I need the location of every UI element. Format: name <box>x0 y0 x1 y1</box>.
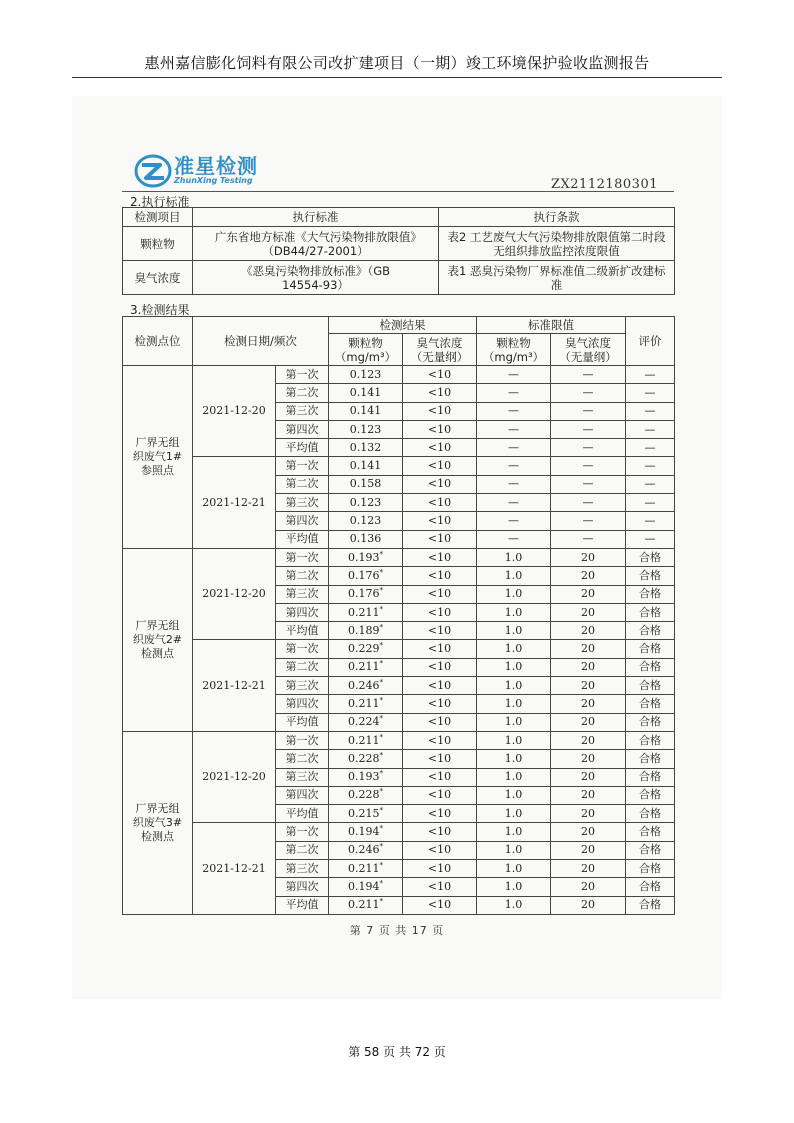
frequency: 平均值 <box>276 439 329 457</box>
odor-limit: — <box>551 512 626 530</box>
odor-value: <10 <box>403 548 477 566</box>
evaluation: 合格 <box>626 805 675 823</box>
particulate-label: 颗粒物 <box>496 335 531 350</box>
particulate-value <box>329 768 403 786</box>
particulate-unit: （mg/m³） <box>482 349 545 364</box>
results-body <box>123 366 675 915</box>
monitoring-point: 厂界无组织废气3#检测点 <box>123 731 193 914</box>
evaluation: — <box>626 494 675 512</box>
particulate-limit: — <box>477 457 551 475</box>
particulate-mark: * <box>379 879 383 888</box>
particulate-limit: — <box>477 494 551 512</box>
frequency: 第二次 <box>276 384 329 402</box>
evaluation: 合格 <box>626 677 675 695</box>
odor-limit: 20 <box>551 805 626 823</box>
evaluation: 合格 <box>626 695 675 713</box>
particulate-number: 0.246 <box>348 678 380 692</box>
particulate-value <box>329 841 403 859</box>
particulate-value <box>329 603 403 621</box>
std-clause: 表1 恶臭污染物厂界标准值二级新扩改建标准 <box>439 261 675 295</box>
frequency: 第三次 <box>276 494 329 512</box>
evaluation: — <box>626 457 675 475</box>
frequency: 第三次 <box>276 585 329 603</box>
sampling-date: 2021-12-20 <box>193 548 276 639</box>
particulate-limit: 1.0 <box>477 713 551 731</box>
evaluation: 合格 <box>626 768 675 786</box>
logo-text-cn: 准星检测 <box>174 154 258 178</box>
particulate-number: 0.246 <box>348 843 380 857</box>
evaluation: 合格 <box>626 640 675 658</box>
std-item: 臭气浓度 <box>123 261 193 295</box>
odor-value: <10 <box>403 878 477 896</box>
odor-limit: 20 <box>551 695 626 713</box>
particulate-number: 0.136 <box>349 532 382 546</box>
odor-value: <10 <box>403 750 477 768</box>
evaluation: 合格 <box>626 603 675 621</box>
particulate-mark: * <box>379 659 383 668</box>
odor-value: <10 <box>403 457 477 475</box>
particulate-value <box>329 548 403 566</box>
particulate-value <box>329 622 403 640</box>
odor-value: <10 <box>403 512 477 530</box>
particulate-number: 0.211 <box>348 660 380 674</box>
particulate-mark: * <box>379 623 383 632</box>
sampling-date: 2021-12-20 <box>193 731 276 822</box>
particulate-value <box>329 713 403 731</box>
particulate-number: 0.132 <box>349 440 382 454</box>
header-particulate <box>329 334 403 366</box>
particulate-number: 0.211 <box>348 733 380 747</box>
particulate-mark: * <box>379 842 383 851</box>
odor-value: <10 <box>403 622 477 640</box>
odor-limit: — <box>551 366 626 384</box>
particulate-value <box>329 878 403 896</box>
odor-limit: 20 <box>551 585 626 603</box>
std-header-item: 检测项目 <box>123 208 193 227</box>
odor-limit: 20 <box>551 677 626 695</box>
particulate-number: 0.176 <box>348 568 380 582</box>
frequency: 第一次 <box>276 366 329 384</box>
particulate-limit: 1.0 <box>477 878 551 896</box>
particulate-value <box>329 731 403 749</box>
frequency: 第二次 <box>276 658 329 676</box>
particulate-mark: * <box>379 751 383 760</box>
evaluation: 合格 <box>626 878 675 896</box>
frequency: 平均值 <box>276 805 329 823</box>
frequency: 第三次 <box>276 860 329 878</box>
particulate-limit: — <box>477 366 551 384</box>
particulate-value <box>329 567 403 585</box>
particulate-number: 0.229 <box>348 642 380 656</box>
table-row <box>123 731 675 749</box>
odor-value: <10 <box>403 860 477 878</box>
evaluation: 合格 <box>626 731 675 749</box>
evaluation: — <box>626 402 675 420</box>
odor-limit: 20 <box>551 548 626 566</box>
odor-value: <10 <box>403 713 477 731</box>
company-logo <box>134 150 294 194</box>
particulate-limit: — <box>477 530 551 548</box>
frequency: 平均值 <box>276 896 329 914</box>
sampling-date: 2021-12-21 <box>193 640 276 731</box>
evaluation: 合格 <box>626 841 675 859</box>
particulate-limit: — <box>477 384 551 402</box>
odor-value: <10 <box>403 420 477 438</box>
odor-limit: 20 <box>551 640 626 658</box>
particulate-limit: 1.0 <box>477 750 551 768</box>
evaluation: 合格 <box>626 585 675 603</box>
header-point: 检测点位 <box>123 317 193 366</box>
results-table <box>122 316 675 915</box>
std-standard: 《恶臭污染物排放标准》（GB 14554-93） <box>193 261 439 295</box>
particulate-mark: * <box>379 641 383 650</box>
odor-value: <10 <box>403 530 477 548</box>
evaluation: — <box>626 420 675 438</box>
header-limit-particulate <box>477 334 551 366</box>
particulate-limit: 1.0 <box>477 731 551 749</box>
std-header-clause: 执行条款 <box>439 208 675 227</box>
odor-unit: （无量纲） <box>410 349 469 364</box>
frequency: 第一次 <box>276 640 329 658</box>
odor-value: <10 <box>403 475 477 493</box>
particulate-limit: — <box>477 475 551 493</box>
report-number: ZX2112180301 <box>551 177 658 192</box>
particulate-mark: * <box>379 787 383 796</box>
odor-value: <10 <box>403 439 477 457</box>
frequency: 第四次 <box>276 420 329 438</box>
odor-value: <10 <box>403 603 477 621</box>
odor-limit: 20 <box>551 750 626 768</box>
odor-limit: 20 <box>551 823 626 841</box>
odor-limit: 20 <box>551 713 626 731</box>
particulate-value <box>329 896 403 914</box>
table-row <box>123 548 675 566</box>
frequency: 第一次 <box>276 457 329 475</box>
particulate-limit: 1.0 <box>477 695 551 713</box>
evaluation: — <box>626 366 675 384</box>
header-limits: 标准限值 <box>477 317 626 334</box>
particulate-number: 0.123 <box>349 367 382 381</box>
particulate-mark: * <box>379 732 383 741</box>
odor-value: <10 <box>403 494 477 512</box>
odor-value: <10 <box>403 658 477 676</box>
evaluation: 合格 <box>626 896 675 914</box>
particulate-number: 0.194 <box>348 879 380 893</box>
particulate-value <box>329 512 403 530</box>
particulate-limit: 1.0 <box>477 841 551 859</box>
particulate-number: 0.228 <box>348 788 380 802</box>
odor-limit: 20 <box>551 567 626 585</box>
monitoring-point: 厂界无组织废气2#检测点 <box>123 548 193 731</box>
particulate-value <box>329 750 403 768</box>
particulate-label: 颗粒物 <box>348 335 383 350</box>
particulate-number: 0.141 <box>349 459 382 473</box>
odor-limit: 20 <box>551 768 626 786</box>
evaluation: — <box>626 512 675 530</box>
particulate-limit: — <box>477 402 551 420</box>
odor-limit: — <box>551 494 626 512</box>
frequency: 第三次 <box>276 768 329 786</box>
frequency: 第三次 <box>276 402 329 420</box>
frequency: 第一次 <box>276 731 329 749</box>
evaluation: — <box>626 384 675 402</box>
odor-unit: （无量纲） <box>559 349 617 364</box>
odor-value: <10 <box>403 841 477 859</box>
particulate-number: 0.211 <box>348 861 380 875</box>
odor-value: <10 <box>403 695 477 713</box>
odor-value: <10 <box>403 896 477 914</box>
particulate-number: 0.158 <box>349 477 382 491</box>
odor-value: <10 <box>403 731 477 749</box>
particulate-mark: * <box>379 696 383 705</box>
frequency: 第一次 <box>276 823 329 841</box>
particulate-limit: — <box>477 439 551 457</box>
odor-limit: — <box>551 530 626 548</box>
odor-limit: 20 <box>551 896 626 914</box>
odor-limit: 20 <box>551 786 626 804</box>
frequency: 平均值 <box>276 622 329 640</box>
standards-table <box>122 207 675 295</box>
particulate-limit: 1.0 <box>477 567 551 585</box>
zhunxing-logo-icon <box>134 152 172 190</box>
std-clause: 表2 工艺废气大气污染物排放限值第二时段无组织排放监控浓度限值 <box>439 227 675 261</box>
particulate-mark: * <box>379 678 383 687</box>
inner-page-number: 第 7 页 共 17 页 <box>349 924 445 937</box>
particulate-limit: — <box>477 512 551 530</box>
particulate-mark: * <box>379 568 383 577</box>
particulate-number: 0.211 <box>348 696 380 710</box>
particulate-number: 0.141 <box>349 385 382 399</box>
table-row <box>123 640 675 658</box>
particulate-mark: * <box>379 549 383 558</box>
particulate-mark: * <box>379 897 383 906</box>
monitoring-point: 厂界无组织废气1#参照点 <box>123 366 193 549</box>
particulate-number: 0.228 <box>348 751 380 765</box>
particulate-mark: * <box>379 861 383 869</box>
odor-limit: 20 <box>551 731 626 749</box>
odor-value: <10 <box>403 366 477 384</box>
particulate-number: 0.123 <box>349 422 382 436</box>
particulate-number: 0.176 <box>348 587 380 601</box>
particulate-limit: 1.0 <box>477 622 551 640</box>
particulate-number: 0.193 <box>348 550 380 564</box>
particulate-limit: 1.0 <box>477 677 551 695</box>
particulate-limit: 1.0 <box>477 823 551 841</box>
particulate-number: 0.141 <box>349 404 382 418</box>
particulate-mark: * <box>379 604 383 613</box>
evaluation: — <box>626 439 675 457</box>
odor-value: <10 <box>403 640 477 658</box>
sampling-date: 2021-12-21 <box>193 457 276 548</box>
header-date-freq: 检测日期/频次 <box>193 317 329 366</box>
table-row <box>123 823 675 841</box>
odor-limit: — <box>551 402 626 420</box>
odor-limit: — <box>551 439 626 457</box>
frequency: 第四次 <box>276 786 329 804</box>
frequency: 第二次 <box>276 567 329 585</box>
odor-label: 臭气浓度 <box>565 335 611 350</box>
evaluation: — <box>626 475 675 493</box>
particulate-number: 0.211 <box>348 898 380 912</box>
frequency: 第二次 <box>276 750 329 768</box>
evaluation: 合格 <box>626 750 675 768</box>
particulate-mark: * <box>379 824 383 833</box>
evaluation: 合格 <box>626 786 675 804</box>
odor-value: <10 <box>403 677 477 695</box>
odor-value: <10 <box>403 402 477 420</box>
particulate-value <box>329 457 403 475</box>
particulate-limit: 1.0 <box>477 603 551 621</box>
section-3-title: 3.检测结果 <box>130 303 190 317</box>
particulate-limit: 1.0 <box>477 860 551 878</box>
odor-limit: 20 <box>551 622 626 640</box>
particulate-value <box>329 439 403 457</box>
odor-limit: 20 <box>551 860 626 878</box>
odor-limit: — <box>551 457 626 475</box>
evaluation: 合格 <box>626 713 675 731</box>
particulate-limit: 1.0 <box>477 640 551 658</box>
evaluation: 合格 <box>626 658 675 676</box>
header-results: 检测结果 <box>329 317 477 334</box>
header-odor <box>403 334 477 366</box>
particulate-unit: （mg/m³） <box>334 349 397 364</box>
particulate-value <box>329 823 403 841</box>
frequency: 第三次 <box>276 677 329 695</box>
particulate-number: 0.193 <box>348 770 380 784</box>
particulate-number: 0.194 <box>348 825 380 839</box>
particulate-value <box>329 384 403 402</box>
header-rule <box>72 77 722 78</box>
particulate-value <box>329 494 403 512</box>
odor-value: <10 <box>403 384 477 402</box>
odor-limit: 20 <box>551 878 626 896</box>
section-2-title: 2.执行标准 <box>130 195 190 209</box>
particulate-value <box>329 475 403 493</box>
logo-rule <box>122 191 674 192</box>
particulate-limit: 1.0 <box>477 548 551 566</box>
particulate-value <box>329 805 403 823</box>
frequency: 第一次 <box>276 548 329 566</box>
table-row <box>123 457 675 475</box>
particulate-value <box>329 366 403 384</box>
particulate-limit: 1.0 <box>477 896 551 914</box>
particulate-number: 0.123 <box>349 495 382 509</box>
frequency: 第四次 <box>276 695 329 713</box>
particulate-limit: 1.0 <box>477 658 551 676</box>
odor-limit: — <box>551 384 626 402</box>
evaluation: 合格 <box>626 622 675 640</box>
odor-value: <10 <box>403 585 477 603</box>
evaluation: 合格 <box>626 860 675 878</box>
table-row <box>123 366 675 384</box>
frequency: 平均值 <box>276 530 329 548</box>
particulate-value <box>329 530 403 548</box>
particulate-mark: * <box>379 806 383 815</box>
odor-value: <10 <box>403 786 477 804</box>
evaluation: 合格 <box>626 823 675 841</box>
particulate-number: 0.189 <box>348 623 380 637</box>
particulate-limit: 1.0 <box>477 805 551 823</box>
particulate-limit: 1.0 <box>477 768 551 786</box>
std-header-standard: 执行标准 <box>193 208 439 227</box>
particulate-value <box>329 640 403 658</box>
evaluation: 合格 <box>626 567 675 585</box>
odor-value: <10 <box>403 567 477 585</box>
particulate-mark: * <box>379 586 383 595</box>
header-limit-odor <box>551 334 626 366</box>
particulate-limit: — <box>477 420 551 438</box>
particulate-value <box>329 786 403 804</box>
particulate-value <box>329 677 403 695</box>
odor-value: <10 <box>403 768 477 786</box>
particulate-value <box>329 695 403 713</box>
odor-value: <10 <box>403 823 477 841</box>
doc-header-title: 惠州嘉信膨化饲料有限公司改扩建项目（一期）竣工环境保护验收监测报告 <box>144 54 650 72</box>
std-standard: 广东省地方标准《大气污染物排放限值》（DB44/27-2001） <box>193 227 439 261</box>
particulate-number: 0.123 <box>349 514 382 528</box>
frequency: 第二次 <box>276 841 329 859</box>
odor-label: 臭气浓度 <box>416 335 463 350</box>
odor-limit: 20 <box>551 603 626 621</box>
particulate-number: 0.224 <box>348 715 380 729</box>
particulate-value <box>329 860 403 878</box>
logo-text-en: ZhunXing Testing <box>174 176 253 185</box>
outer-page-number: 第 58 页 共 72 页 <box>348 1045 446 1059</box>
particulate-value <box>329 585 403 603</box>
particulate-number: 0.215 <box>348 806 380 820</box>
sampling-date: 2021-12-20 <box>193 366 276 457</box>
frequency: 第四次 <box>276 878 329 896</box>
frequency: 第四次 <box>276 603 329 621</box>
frequency: 平均值 <box>276 713 329 731</box>
particulate-value <box>329 658 403 676</box>
evaluation: — <box>626 530 675 548</box>
sampling-date: 2021-12-21 <box>193 823 276 914</box>
particulate-number: 0.211 <box>348 605 380 619</box>
frequency: 第二次 <box>276 475 329 493</box>
header-eval: 评价 <box>626 317 675 366</box>
odor-limit: — <box>551 475 626 493</box>
std-item: 颗粒物 <box>123 227 193 261</box>
odor-limit: 20 <box>551 658 626 676</box>
particulate-value <box>329 420 403 438</box>
odor-value: <10 <box>403 805 477 823</box>
odor-limit: 20 <box>551 841 626 859</box>
odor-limit: — <box>551 420 626 438</box>
evaluation: 合格 <box>626 548 675 566</box>
frequency: 第四次 <box>276 512 329 530</box>
particulate-limit: 1.0 <box>477 585 551 603</box>
particulate-mark: * <box>379 714 383 723</box>
particulate-limit: 1.0 <box>477 786 551 804</box>
particulate-mark: * <box>379 769 383 778</box>
particulate-value <box>329 402 403 420</box>
